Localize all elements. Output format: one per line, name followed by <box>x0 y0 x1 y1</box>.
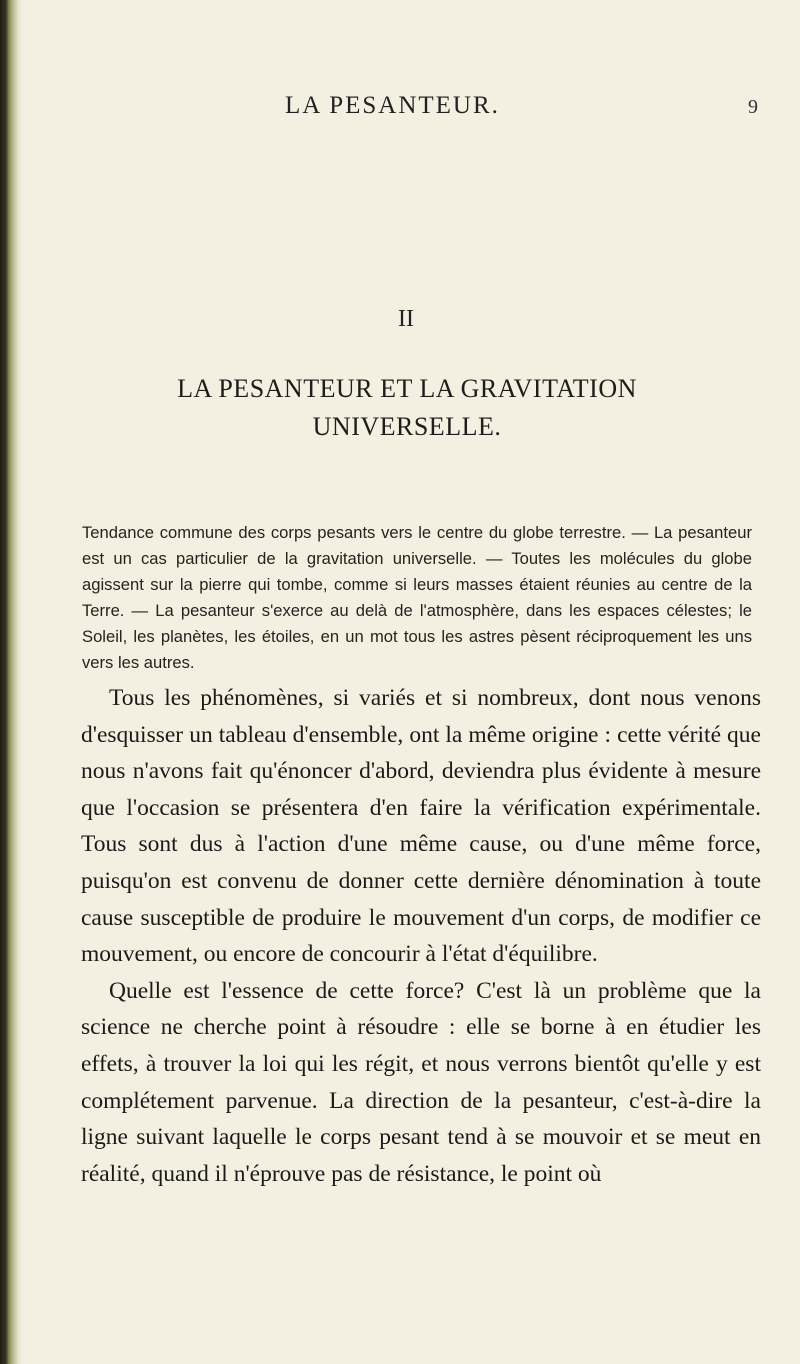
running-head-title: LA PESANTEUR. <box>285 92 500 119</box>
body-paragraph-2: Quelle est l'essence de cette force? C'est là un problème que la science ne cherche point à résoudre : elle se borne à en étudier les effets, à trouver la loi qui les régit, et nous verrons bientôt qu'elle y est complétement parvenue. La direction de la pesanteur, c'est-à-dire la ligne suivant laquelle le corps pesant tend à se mouvoir et se meut en réalité, quand il n'éprouve pas de résistance, le point où <box>81 977 761 1187</box>
chapter-title-text: LA PESANTEUR ET LA GRAVITATION UNIVERSELLE. <box>177 374 637 441</box>
summary-text: Tendance commune des corps pesants vers le centre du globe terrestre. — La pesanteur est un cas particulier de la gravitation universelle. — Toutes les molécules du globe agissent sur la pierre qui tombe, comme si leurs masses étaient réunies au centre de la Terre. — La pesanteur s'exerce au delà de l'atmosphère, dans les espaces célestes; le Soleil, les planètes, les étoiles, en un mot tous les astres pèsent réciproquement les uns vers les autres. <box>82 523 752 672</box>
page-number: 9 <box>748 96 758 118</box>
chapter-title <box>0 370 800 446</box>
chapter-summary <box>82 520 752 676</box>
chapter-number: II <box>398 306 414 332</box>
body-paragraph-1: Tous les phénomènes, si variés et si nombreux, dont nous venons d'esquisser un tableau d'ensemble, ont la même origine : cette vérité que nous n'avons fait qu'énoncer d'abord, deviendra plus évidente à mesure que l'occasion se présentera d'en faire la vérification expérimentale. Tous sont dus à l'action d'une même cause, ou d'une même force, puisqu'on est convenu de donner cette dernière dénomination à toute cause susceptible de produire le mouvement d'un corps, de modifier ce mouvement, ou encore de concourir à l'état d'équilibre. <box>81 685 761 968</box>
body-text <box>81 680 761 1192</box>
